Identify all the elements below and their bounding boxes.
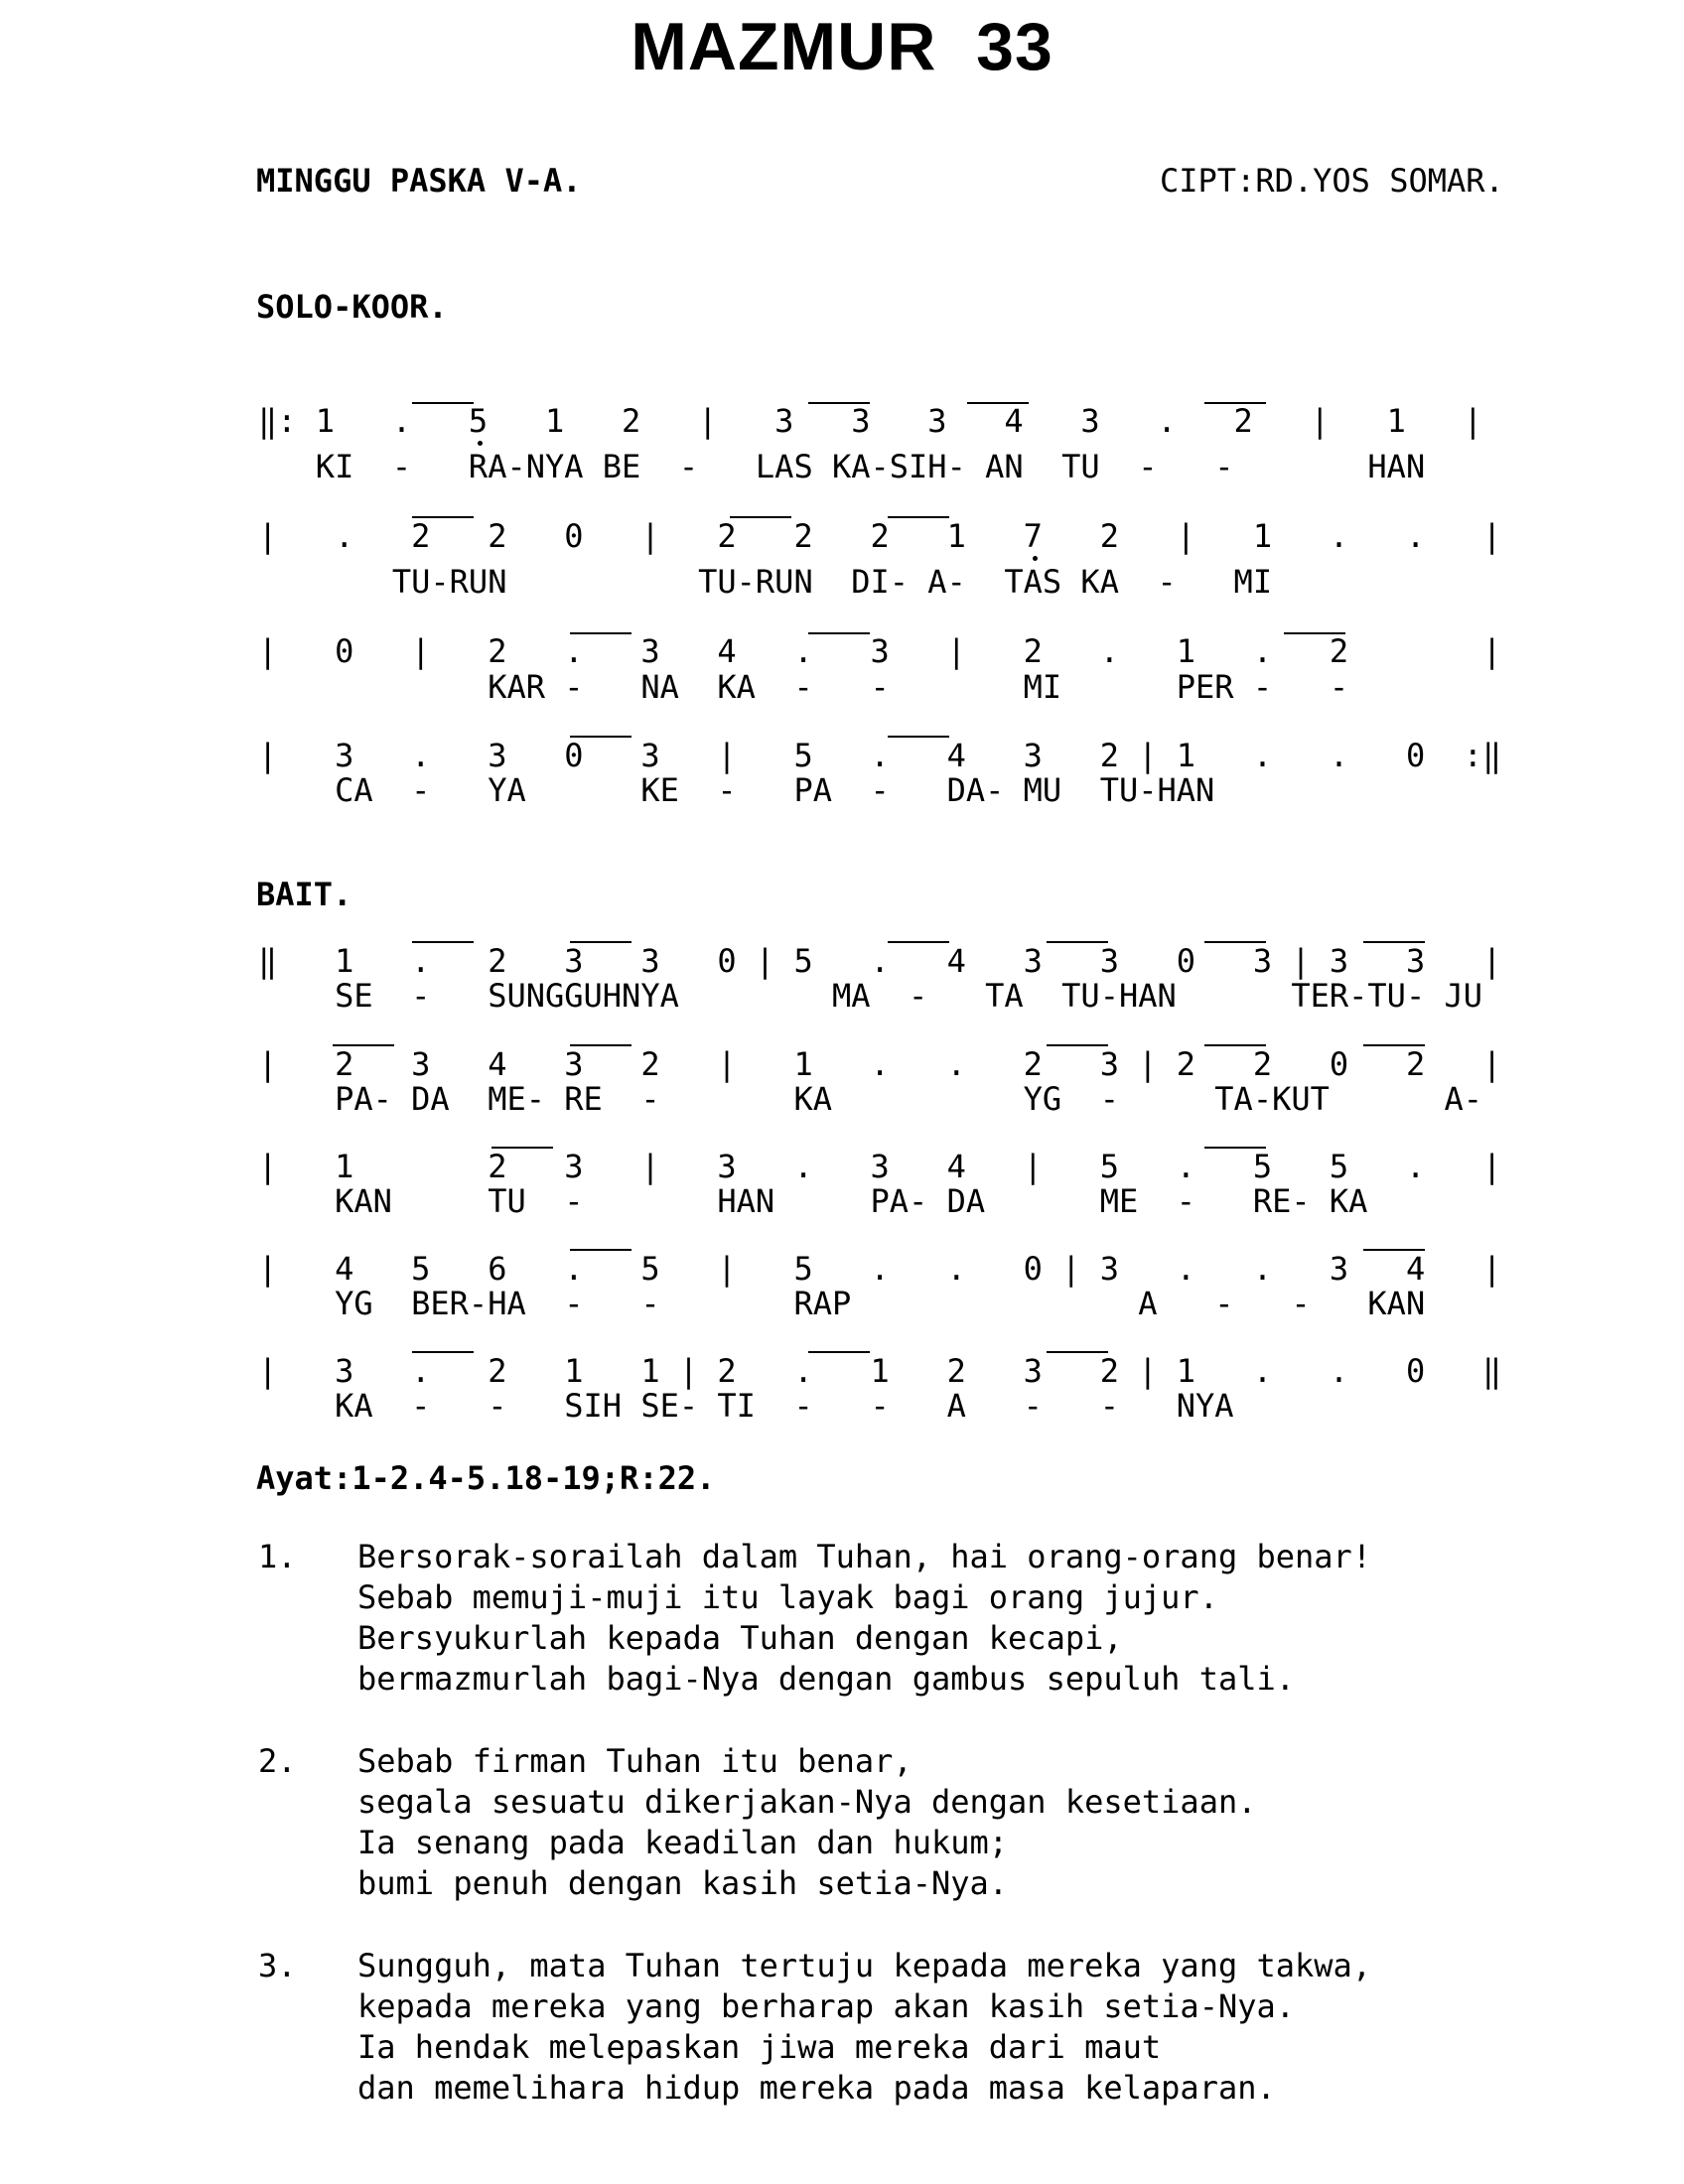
note-group-line: [1363, 941, 1425, 943]
ayat-reference: Ayat:1-2.4-5.18-19;R:22.: [256, 1459, 716, 1497]
note-group-line: [888, 736, 949, 738]
note-group-line: [1204, 1147, 1266, 1149]
refrain-lyrics-2: TU-RUN TU-RUN DI- A- TAS KA - MI: [258, 563, 1273, 601]
occasion-label: MINGGU PASKA V-A.: [256, 162, 582, 200]
refrain-notes-2: | . 2 2 0 | 2 2 2 1 7 2 | 1 . . |: [258, 517, 1502, 555]
composer-credit: CIPT:RD.YOS SOMAR.: [1160, 162, 1504, 200]
note-group-line: [412, 516, 474, 518]
note-group-line: [570, 1249, 632, 1251]
note-group-line: [570, 632, 632, 634]
verse-notes-2: | 2 3 4 3 2 | 1 . . 2 3 | 2 2 0 2 |: [258, 1045, 1502, 1083]
note-group-line: [967, 402, 1029, 404]
stanza-line: bermazmurlah bagi-Nya dengan gambus sepuluh tali.: [357, 1660, 1296, 1698]
refrain-lyrics-4: CA - YA KE - PA - DA- MU TU-HAN: [258, 771, 1215, 809]
verse-notes-4: | 4 5 6 . 5 | 5 . . 0 | 3 . . 3 4 |: [258, 1250, 1502, 1288]
stanza-line: Ia hendak melepaskan jiwa mereka dari maut: [357, 2028, 1162, 2066]
octave-dot: [478, 441, 483, 446]
note-group-line: [808, 1351, 870, 1353]
stanza-line: Ia senang pada keadilan dan hukum;: [357, 1824, 1009, 1861]
note-group-line: [491, 1147, 553, 1149]
note-group-line: [412, 1351, 474, 1353]
verse-label: BAIT.: [256, 876, 352, 913]
note-group-line: [412, 941, 474, 943]
note-group-line: [1363, 1249, 1425, 1251]
stanza-line: Sebab memuji-muji itu layak bagi orang jujur.: [357, 1578, 1218, 1616]
stanza-line: kepada mereka yang berharap akan kasih setia-Nya.: [357, 1987, 1296, 2025]
note-group-line: [1047, 1044, 1108, 1046]
note-group-line: [1204, 402, 1266, 404]
note-group-line: [333, 1044, 394, 1046]
refrain-lyrics-1: KI - RA-NYA BE - LAS KA-SIH- AN TU - - HAN: [258, 448, 1426, 485]
stanza-line: Bersyukurlah kepada Tuhan dengan kecapi,: [357, 1619, 1123, 1657]
note-group-line: [1284, 632, 1345, 634]
note-group-line: [1047, 1351, 1108, 1353]
note-group-line: [888, 516, 949, 518]
note-group-line: [1204, 1044, 1266, 1046]
note-group-line: [808, 402, 870, 404]
verse-notes-3: | 1 2 3 | 3 . 3 4 | 5 . 5 5 . |: [258, 1148, 1502, 1185]
verse-lyrics-2: PA- DA ME- RE - KA YG - TA-KUT A-: [258, 1080, 1482, 1118]
verse-notes-5: | 3 . 2 1 1 | 2 . 1 2 3 2 | 1 . . 0 ‖: [258, 1352, 1502, 1390]
octave-dot: [1033, 556, 1038, 561]
note-group-line: [570, 736, 632, 738]
note-group-line: [1204, 941, 1266, 943]
stanza-number: 2.: [258, 1742, 297, 1780]
verse-lyrics-5: KA - - SIH SE- TI - - A - - NYA: [258, 1387, 1234, 1425]
refrain-label: SOLO-KOOR.: [256, 288, 448, 326]
refrain-lyrics-3: KAR - NA KA - - MI PER - -: [258, 668, 1349, 706]
page-title: MAZMUR 33: [631, 9, 1053, 84]
stanza-line: Sebab firman Tuhan itu benar,: [357, 1742, 912, 1780]
note-group-line: [570, 941, 632, 943]
stanza-number: 3.: [258, 1947, 297, 1984]
refrain-notes-3: | 0 | 2 . 3 4 . 3 | 2 . 1 . 2 |: [258, 632, 1502, 670]
refrain-notes-1: ‖: 1 . 5 1 2 | 3 3 3 4 3 . 2 | 1 |: [258, 402, 1482, 440]
verse-lyrics-4: YG BER-HA - - RAP A - - KAN: [258, 1285, 1426, 1322]
stanza-number: 1.: [258, 1538, 297, 1575]
note-group-line: [412, 402, 474, 404]
stanza-line: Bersorak-sorailah dalam Tuhan, hai orang-orang benar!: [357, 1538, 1372, 1575]
note-group-line: [1047, 941, 1108, 943]
stanza-line: bumi penuh dengan kasih setia-Nya.: [357, 1864, 1009, 1902]
verse-notes-1: ‖ 1 . 2 3 3 0 | 5 . 4 3 3 0 3 | 3 3 |: [258, 942, 1502, 980]
stanza-line: Sungguh, mata Tuhan tertuju kepada mereka yang takwa,: [357, 1947, 1372, 1984]
note-group-line: [808, 632, 870, 634]
stanza-line: dan memelihara hidup mereka pada masa kelaparan.: [357, 2069, 1276, 2107]
note-group-line: [888, 941, 949, 943]
note-group-line: [570, 1044, 632, 1046]
verse-lyrics-1: SE - SUNGGUHNYA MA - TA TU-HAN TER-TU- JU: [258, 977, 1482, 1015]
note-group-line: [730, 516, 791, 518]
stanza-line: segala sesuatu dikerjakan-Nya dengan kesetiaan.: [357, 1783, 1257, 1821]
note-group-line: [1363, 1044, 1425, 1046]
refrain-notes-4: | 3 . 3 0 3 | 5 . 4 3 2 | 1 . . 0 :‖: [258, 737, 1502, 774]
verse-lyrics-3: KAN TU - HAN PA- DA ME - RE- KA: [258, 1182, 1368, 1220]
